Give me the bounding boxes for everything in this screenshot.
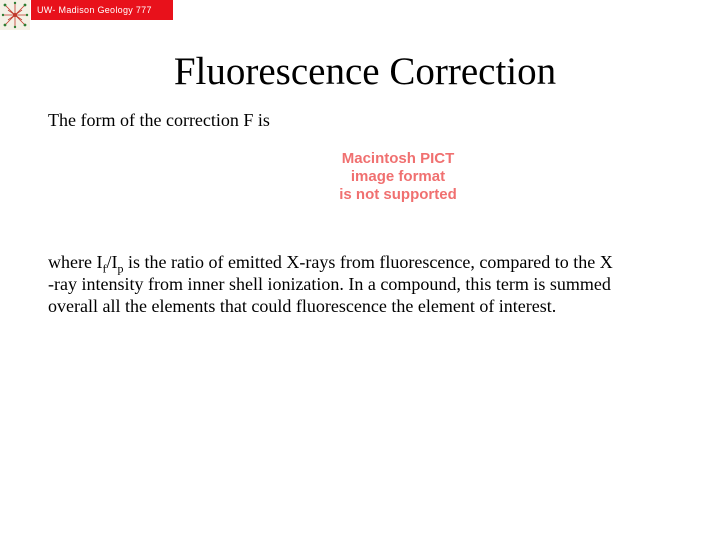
text-run: /I	[106, 252, 118, 272]
subscript-f: f	[102, 261, 107, 276]
slide-title: Fluorescence Correction	[173, 50, 557, 93]
placeholder-line: image format	[350, 168, 446, 185]
placeholder-line: is not supported	[339, 186, 457, 203]
paragraph-line	[48, 251, 688, 276]
explanation-paragraph	[48, 251, 688, 317]
paragraph-line: overall all the elements that could fluorescence the element of interest.	[48, 296, 557, 316]
intro-text: The form of the correction F is	[48, 110, 270, 130]
unsupported-image-placeholder	[318, 150, 478, 204]
paragraph-line: -ray intensity from inner shell ionization. In a compound, this term is summed	[48, 274, 611, 294]
placeholder-line: Macintosh PICT	[341, 150, 455, 167]
course-banner: UW- Madison Geology 777	[31, 0, 173, 20]
text-run: where I	[48, 252, 103, 272]
university-logo-icon	[0, 0, 30, 30]
subscript-p: p	[117, 261, 124, 276]
text-run: is the ratio of emitted X-rays from fluorescence, compared to the X	[123, 252, 613, 272]
